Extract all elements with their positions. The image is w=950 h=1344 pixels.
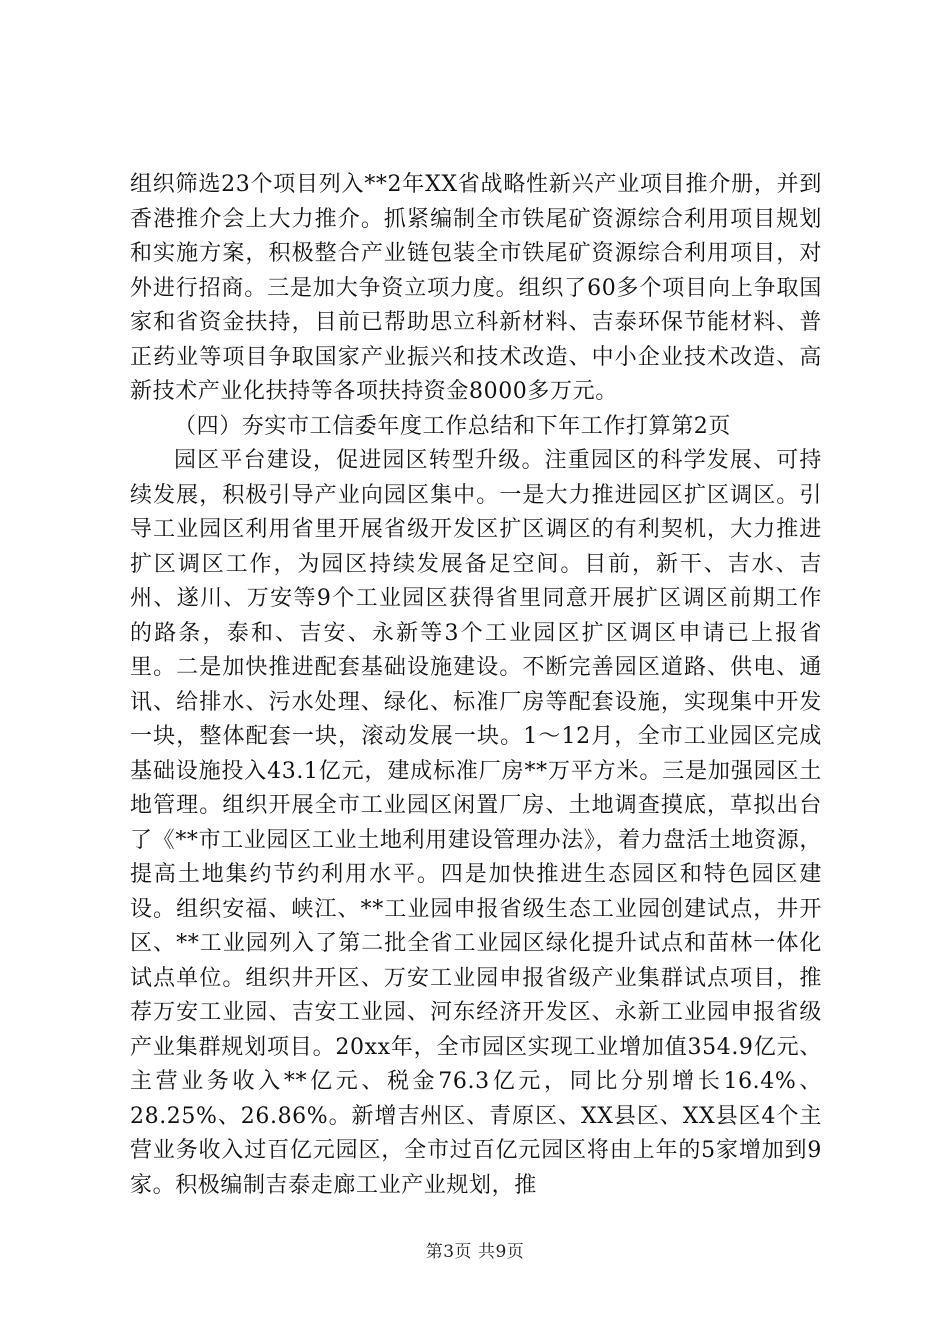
document-body xyxy=(130,168,822,1203)
page-footer: 第3页 共9页 xyxy=(425,1242,525,1262)
section-heading: （四）夯实市工信委年度工作总结和下年工作打算第2页 xyxy=(174,413,731,439)
paragraph-park-platform: 园区平台建设，促进园区转型升级。注重园区的科学发展、可持续发展，积极引导产业向园区集中。一是大力推进园区扩区调区。引导工业园区利用省里开展省级开发区扩区调区的有利契机，大力推进扩区调区工作，为园区持续发展备足空间。目前，新干、吉水、吉州、遂川、万安等9个工业园区获得省里同意开展扩区调区前期工作的路条，泰和、吉安、永新等3个工业园区扩区调区申请已上报省里。二是加快推进配套基础设施建设。不断完善园区道路、供电、通讯、给排水、污水处理、绿化、标准厂房等配套设施，实现集中开发一块，整体配套一块，滚动发展一块。1～12月，全市工业园区完成基础设施投入43.1亿元，建成标准厂房**万平方米。三是加强园区土地管理。组织开展全市工业园区闲置厂房、土地调查摸底，草拟出台了《**市工业园区工业土地利用建设管理办法》，着力盘活土地资源，提高土地集约节约利用水平。四是加快推进生态园区和特色园区建设。组织安福、峡江、**工业园申报省级生态工业园创建试点，井开区、**工业园列入了第二批全省工业园区绿化提升试点和苗林一体化试点单位。组织井开区、万安工业园申报省级产业集群试点项目，推荐万安工业园、吉安工业园、河东经济开发区、永新工业园申报省级产业集群规划项目。20xx年，全市园区实现工业增加值354.9亿元、主营业务收入**亿元、税金76.3亿元，同比分别增长16.4%、28.25%、26.86%。新增吉州区、青原区、XX县区、XX县区4个主营业务收入过百亿元园区，全市过百亿元园区将由上年的5家增加到9家。积极编制吉泰走廊工业产业规划，推 xyxy=(130,448,822,1198)
paragraph-continued: 组织筛选23个项目列入**2年XX省战略性新兴产业项目推介册，并到香港推介会上大力推介。抓紧编制全市铁尾矿资源综合利用项目规划和实施方案，积极整合产业链包装全市铁尾矿资源综合利用项目，对外进行招商。三是加大争资立项力度。组织了60多个项目向上争取国家和省资金扶持，目前已帮助思立科新材料、吉泰环保节能材料、普正药业等项目争取国家产业振兴和技术改造、中小企业技术改造、高新技术产业化扶持等各项扶持资金8000多万元。 xyxy=(130,172,822,404)
